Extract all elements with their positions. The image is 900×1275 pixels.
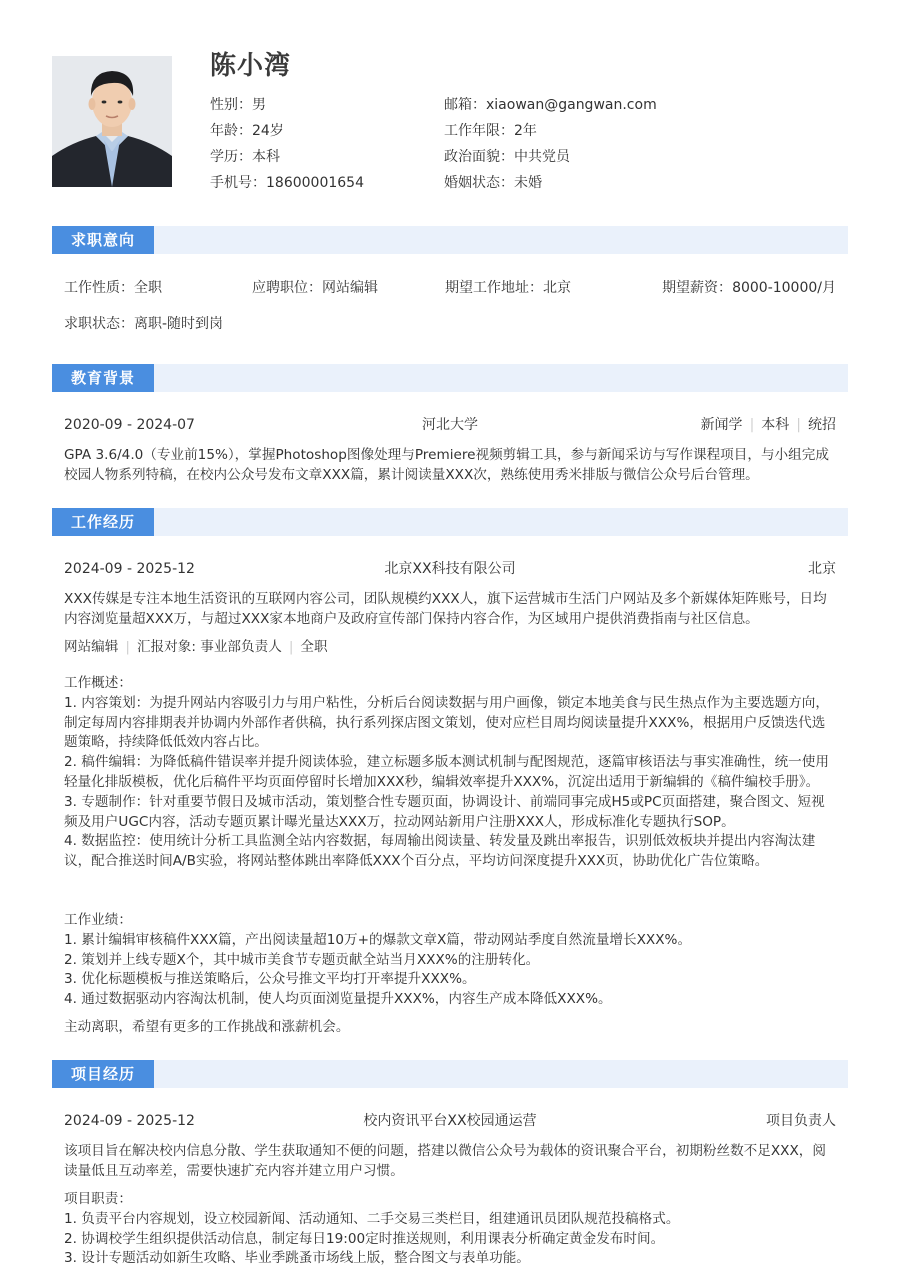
field-label: 工作年限： [444,123,514,139]
field-value: 8000-10000/月 [732,280,836,296]
field-label: 工作性质： [64,280,134,296]
field-label: 期望薪资： [662,280,733,296]
overview-item: 4. 数据监控：使用统计分析工具监测全站内容数据，每周输出阅读量、转发量及跳出率报告，识别低效板块并提出内容淘汰建议，配合推送时间A/B实验，将网站整体跳出率降低XXX个百分点，平均访问深度提升XXX页，协助优化广告位策略。 [64,833,816,870]
company-intro [64,590,836,630]
section-title: 工作经历 [52,508,154,536]
field-label: 期望工作地址： [445,280,543,296]
work-achievements [64,911,836,1010]
paragraph: 该项目旨在解决校内信息分散、学生获取通知不便的问题，搭建以微信公众号为载体的资讯聚合平台，初期粉丝数不足XXX，阅读量低且互动率差，需要快速扩充内容并建立用户习惯。 [64,1143,826,1179]
overview-title: 工作概述： [64,675,132,691]
field-value: 本科 [252,149,280,165]
major: 新闻学 [700,417,743,433]
location-field [445,277,571,299]
avatar-portrait-icon [52,56,172,187]
enrollment-type: 统招 [808,417,836,433]
education-period: 2020-09 - 2024-07 [64,417,195,433]
school-name: 河北大学 [422,417,478,433]
position-field [252,277,378,299]
field-label: 学历： [210,149,252,165]
leave-reason [64,1018,836,1038]
personal-info [210,92,850,196]
field-label: 应聘职位： [252,280,322,296]
section-title: 教育背景 [52,364,154,392]
achievement-item: 4. 通过数据驱动内容淘汰机制，使人均页面浏览量提升XXX%，内容生产成本降低XXX%。 [64,991,612,1008]
political-status-field [444,144,570,170]
divider: | [125,639,130,655]
profile-photo [52,56,172,187]
field-value: xiaowan@gangwan.com [486,97,657,113]
field-value: 中共党员 [514,149,570,165]
job-title-tag: 网站编辑 [64,639,119,655]
field-value: 网站编辑 [322,280,378,296]
overview-item: 1. 内容策划：为提升网站内容吸引力与用户粘性，分析后台阅读数据与用户画像，锁定本地美食与民生热点作为主要选题方向，制定每周内容排期表并协调内外部作者供稿，执行系列探店图文策划，使对应栏目周均阅读量提升XXX%，根据用户反馈迭代选题策略，持续降低低效内容占比。 [64,694,829,751]
field-value: 24岁 [252,123,284,139]
paragraph: XXX传媒是专注本地生活资讯的互联网内容公司，团队规模约XXX人，旗下运营城市生活门户网站及多个新媒体矩阵账号，日均内容浏览量超XXX万，与超过XXX家本地商户及政府宣传部门保持内容合作，为区域用户提供消费指南与社区信息。 [64,591,827,627]
report-to-tag: 汇报对象: 事业部负责人 [136,639,282,655]
field-value: 男 [252,97,266,113]
section-project-header [52,1060,848,1088]
duty-item: 2. 协调校学生组织提供活动信息，制定每日19:00定时推送规则，利用课表分析确定黄金发布时间。 [64,1230,665,1247]
field-value: 2年 [514,123,537,139]
marital-status-field [444,170,542,196]
divider: | [796,417,801,433]
age-field [210,118,284,144]
field-label: 婚姻状态： [444,175,514,191]
work-summary-row [64,558,836,580]
duty-title: 项目职责： [64,1191,132,1207]
field-label: 年龄： [210,123,252,139]
salary-field [662,277,836,299]
project-role: 项目负责人 [766,1113,836,1129]
section-intent-header [52,226,848,254]
work-years-field [444,118,537,144]
field-label: 手机号： [210,175,266,191]
paragraph: GPA 3.6/4.0（专业前15%），掌握Photoshop图像处理与Premiere视频剪辑工具，参与新闻采访与写作课程项目，与小组完成校园人物系列特稿，在校内公众号发布文章XXX篇，累计阅读量XXX次，熟练使用秀米排版与微信公众号后台管理。 [64,447,829,483]
work-overview [64,674,836,872]
company-name: 北京XX科技有限公司 [384,561,516,577]
education-field [210,144,280,170]
duty-item: 1. 负责平台内容规划，设立校园新闻、活动通知、二手交易三类栏目，组建通讯员团队规范投稿格式。 [64,1210,680,1227]
info-row [210,118,850,144]
project-name: 校内资讯平台XX校园通运营 [363,1113,537,1129]
section-education-header [52,364,848,392]
education-description [64,446,836,486]
achievement-item: 2. 策划并上线专题X个，其中城市美食节专题贡献全站当月XXX%的注册转化。 [64,951,540,968]
gender-field [210,92,266,118]
work-tags [64,638,836,658]
field-label: 政治面貌： [444,149,514,165]
duty-item: 3. 设计专题活动如新生攻略、毕业季跳蚤市场线上版，整合图文与表单功能。 [64,1250,530,1267]
achievement-title: 工作业绩： [64,912,132,928]
achievement-item: 3. 优化标题模板与推送策略后，公众号推文平均打开率提升XXX%。 [64,971,476,988]
info-row [210,170,850,196]
overview-item: 3. 专题制作：针对重要节假日及城市活动，策划整合性专题页面，协调设计、前端同事完成H5或PC页面搭建，聚合图文、短视频及用户UGC内容，活动专题页累计曝光量达XXX万，拉动网站新用户注册XXX人，形成标准化专题执行SOP。 [64,793,825,830]
work-city: 北京 [808,561,836,577]
field-value: 全职 [134,280,162,296]
profile-header [52,48,852,198]
candidate-name: 陈小湾 [210,51,292,81]
field-label: 邮箱： [444,97,486,113]
email-field [444,92,657,118]
field-label: 求职状态： [64,316,134,332]
job-type-field [64,277,162,299]
achievement-item: 1. 累计编辑审核稿件XXX篇，产出阅读量超10万+的爆款文章X篇，带动网站季度自然流量增长XXX%。 [64,931,692,948]
work-period: 2024-09 - 2025-12 [64,561,195,577]
project-description [64,1142,836,1182]
project-duties [64,1190,836,1269]
field-value: 18600001654 [266,175,364,191]
degree: 本科 [761,417,790,433]
education-meta [701,414,836,436]
project-summary-row [64,1110,836,1132]
info-row [210,144,850,170]
divider: | [288,639,294,655]
phone-field [210,170,364,196]
tag-line [64,638,836,658]
field-value: 北京 [543,280,571,296]
intent-row [64,277,836,299]
education-summary-row [64,414,836,436]
info-row [210,92,850,118]
paragraph: 主动离职，希望有更多的工作挑战和涨薪机会。 [64,1019,350,1035]
field-value: 未婚 [514,175,542,191]
section-work-header [52,508,848,536]
overview-item: 2. 稿件编辑：为降低稿件错误率并提升阅读体验，建立标题多版本测试机制与配图规范，逐篇审核语法与事实准确性，统一使用轻量化排版模板，优化后稿件平均页面停留时长增加XXX秒，编辑效率提升XXX%，沉淀出适用于新编辑的《稿件编校手册》。 [64,754,829,790]
field-label: 性别： [210,97,252,113]
field-value: 离职-随时到岗 [134,316,224,332]
section-title: 求职意向 [52,226,154,254]
job-type-tag: 全职 [300,639,328,655]
intent-status-row [64,313,836,335]
project-period: 2024-09 - 2025-12 [64,1113,195,1129]
divider: | [749,417,755,433]
section-title: 项目经历 [52,1060,154,1088]
job-status-field [64,313,223,335]
